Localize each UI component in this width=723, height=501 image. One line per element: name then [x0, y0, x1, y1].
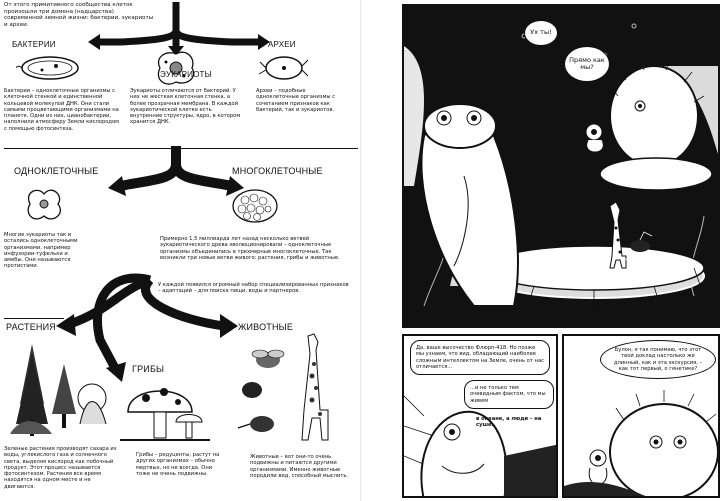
plants-illustration [2, 334, 112, 444]
archaea-heading: АРХЕИ [268, 40, 296, 49]
speech-bubble-wow: Ух ты! [524, 20, 558, 46]
section-divider-lower [4, 318, 64, 319]
speech-bubble-like-us: Прямо как мы? [564, 46, 610, 82]
eukaryotes-heading: ЭУКАРИОТЫ [160, 70, 212, 79]
multicell-illustration [230, 186, 280, 226]
unicellular-text: Многие эукариоты так и остались одноклеточными организмами, например инфузории-туфельки и амебы. Они называются протистами. [4, 232, 78, 270]
comic-panel-main [402, 4, 720, 328]
unicellular-heading: ОДНОКЛЕТОЧНЫЕ [14, 166, 99, 176]
eukaryote-illustration [150, 48, 200, 88]
fungi-heading: ГРИБЫ [132, 364, 165, 374]
speech-bubble-report: Булон, я так понимаю, что этот твой доклад настолько же длинный, как и эта экскурсия, – как тот первый, о генетике? [600, 340, 716, 379]
bacteria-illustration [16, 52, 86, 86]
archaea-text: Археи – подобные одноклеточные организмы с сочетанием признаков как бактерий, так и эукариотов. [256, 88, 335, 113]
comic-panel-bottom-right [562, 334, 720, 498]
caption-narration-2b: в океане, а люди – на суше. [476, 416, 542, 429]
eukaryotes-text: Эукариоты отличаются от бактерий. У них не жесткая клеточная стенка, а более прозрачная мембрана. В каждой эукариотической клетке есть внутренние структуры, ядро, в котором хранится ДНК. [130, 88, 241, 126]
right-page-comic [362, 0, 723, 501]
animals-text: Животные – вот они-то очень подвижны и питаются другими организмами. Именно животные породили вид, способный мыслить. [250, 454, 349, 479]
multicellular-text-2: У каждой появился огромный набор специализированных признаков – адаптаций – для поиска пищи, воды и партнеров. [158, 282, 349, 295]
caption-narration-2a: ...и не только тем очевидным фактом, что мы живем [464, 380, 554, 409]
fungi-text: Грибы – редуценты, растут на других организмах – обычно мертвых, но не всегда. Они тоже не очень подвижны. [136, 452, 220, 477]
underwater-scene [404, 6, 720, 328]
plants-text: Зеленые растения производят сахара из воды, углекислого газа и солнечного света, выделяя кислород как побочный продукт. Этот процесс называется фотосинтезом. Растения все время находятся на одном месте и не двигаются. [4, 446, 117, 490]
bacteria-heading: БАКТЕРИИ [12, 40, 56, 49]
animals-heading: ЖИВОТНЫЕ [238, 322, 294, 332]
protist-illustration [22, 182, 68, 228]
animals-illustration [232, 330, 352, 450]
caption-narration-1: Да, ваше высочество Флюрп-418. Но позже мы узнаем, что вид, обладающий наиболее сложным интеллектом на Земле, очень от нас отличается... [410, 340, 550, 375]
comic-panel-bottom-left [402, 334, 558, 498]
mushroom-illustration [120, 378, 210, 448]
bacteria-text: Бактерии – одноклеточные организмы с клеточной стенкой и единственной кольцевой молекулой ДНК. Они стали самыми процветающими организмами на планете. Одни из них, цианобактерии, наполнили атмосферу Земли кислородом с помощью фотосинтеза. [4, 88, 120, 132]
multicellular-text-1: Примерно 1,5 миллиарда лет назад несколько ветвей эукариотического древа эволюционировали – одноклеточные организмы объединились в трехмерные многоклеточные. Так возникли три новые ветви живого: растения, грибы и животные. [160, 236, 340, 261]
archaea-illustration [258, 52, 308, 86]
plants-heading: РАСТЕНИЯ [6, 322, 56, 332]
intro-text: От этого примитивного сообщества клеток произошли три домена (надцарства) современной земной жизни: бактерии, эукариоты и археи. [4, 2, 154, 28]
multicellular-heading: МНОГОКЛЕТОЧНЫЕ [232, 166, 323, 176]
